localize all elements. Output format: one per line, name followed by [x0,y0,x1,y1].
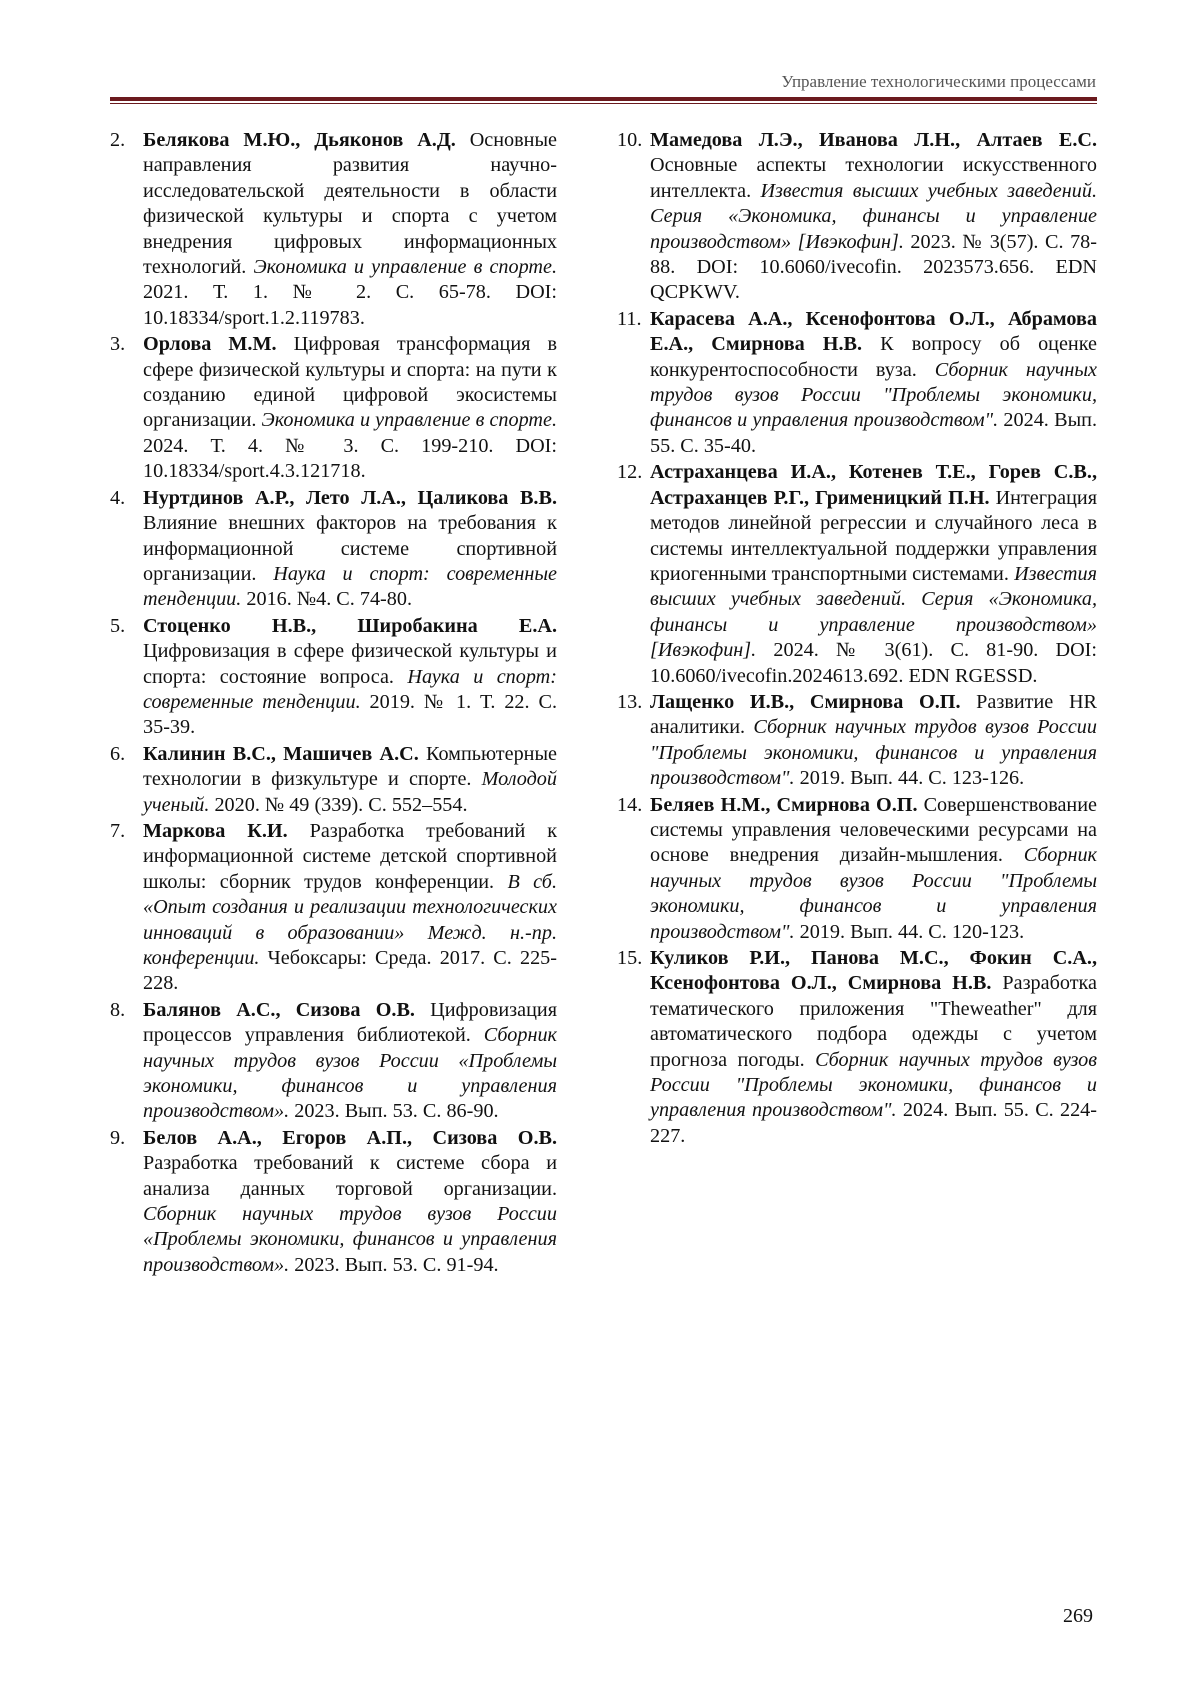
reference-details: 2023. Вып. 53. С. 86-90. [289,1100,499,1123]
reference-source: Сборник научных трудов вузов России «Проблемы экономики, финансов и управления производством». [143,1024,557,1123]
reference-number: 14. [617,793,643,816]
reference-source: Наука и спорт: современные тенденции. [143,562,557,611]
reference-title: Основные аспекты технологии искусственного интеллекта. [650,154,1097,202]
reference-authors: Мамедова Л.Э., Иванова Л.Н., Алтаев Е.С. [650,129,1097,151]
reference-details: 2024. Т. 4. № 3. С. 199-210. DOI: 10.18334/sport.4.3.121718. [143,434,557,483]
reference-text [143,998,557,1125]
reference-text [650,793,1097,945]
reference-details: 2016. №4. С. 74-80. [241,588,412,611]
reference-source: Сборник научных трудов вузов России "Проблемы экономики, финансов и управления производством". [650,844,1097,943]
reference-title: Компьютерные технологии в физкультуре и спорте. [143,742,557,791]
reference-text [650,690,1097,792]
reference-item [617,690,1097,792]
reference-title: Разработка требований к системе сбора и анализа данных торговой организации. [143,1152,557,1200]
reference-details: 2024. Вып. 55. С. 224-227. [650,1099,1097,1147]
reference-item [617,793,1097,945]
reference-details: 2023. Вып. 53. С. 91-94. [289,1253,499,1276]
reference-source: Сборник научных трудов вузов России «Проблемы экономики, финансов и управления производством». [143,1203,557,1276]
reference-authors: Белякова М.Ю., Дьяконов А.Д. [143,129,456,151]
reference-item [617,460,1097,689]
reference-number: 6. [110,742,126,765]
reference-item [110,332,557,484]
reference-item [110,742,557,818]
reference-authors: Балянов А.С., Сизова О.В. [143,998,415,1021]
reference-details: 2023. № 3(57). С. 78-88. DOI: 10.6060/ivecofin. 2023573.656. EDN QCPKWV. [650,230,1097,304]
reference-number: 15. [617,947,643,969]
reference-details: 2019. № 1. Т. 22. С. 35-39. [143,690,557,739]
reference-item [617,307,1097,459]
reference-source: Экономика и управление в спорте. [253,256,558,279]
reference-number: 2. [110,129,126,151]
reference-item [110,819,557,997]
reference-text [650,128,1097,306]
header-rule-thin [110,103,1097,104]
reference-text [143,1126,557,1278]
reference-source: Сборник научных трудов вузов России "Проблемы экономики, финансов и управления производством". [650,716,1097,790]
reference-source: Экономика и управление в спорте. [261,409,557,432]
reference-authors: Стоценко Н.В., Широбакина Е.А. [143,614,557,637]
reference-source: В сб. «Опыт создания и реализации технологических инноваций в образовании» Межд. н.-пр. конференции. [143,870,557,969]
reference-number: 12. [617,461,643,484]
reference-details: Чебоксары: Среда. 2017. С. 225-228. [143,947,557,995]
reference-number: 13. [617,690,643,713]
reference-number: 3. [110,333,126,356]
reference-number: 10. [617,129,643,151]
reference-item [110,614,557,741]
reference-item [110,486,557,613]
reference-number: 8. [110,998,126,1021]
reference-item [110,998,557,1125]
reference-details: 2024. № 3(61). С. 81-90. DOI: 10.6060/ivecofin.2024613.692. EDN RGESSD. [650,639,1097,687]
reference-text [143,486,557,613]
reference-title: Развитие HR аналитики. [650,690,1097,739]
reference-source: Сборник научных трудов вузов России "Проблемы экономики, финансов и управления производством". [650,1048,1098,1122]
reference-title: Основные направления развития научно-исследовательской деятельности в области физической культуры и спорта с учетом внедрения цифровых информационных технологий. [143,129,558,279]
reference-text [143,332,557,484]
reference-source: Известия высших учебных заведений. Серия «Экономика, финансы и управление производством» [Ивэкофин]. [650,179,1097,253]
reference-title: К вопросу об оценке конкурентоспособности вуза. [650,333,1097,381]
reference-title: Интеграция методов линейной регрессии и случайного леса в системы интеллектуальной поддержки управления криогенными транспортными системами. [650,486,1097,585]
reference-text [650,307,1097,459]
reference-authors: Беляев Н.М., Смирнова О.П. [650,793,918,816]
reference-details: 2024. Вып. 55. С. 35-40. [650,409,1097,457]
reference-details: 2020. № 49 (339). С. 552–554. [209,793,468,816]
reference-authors: Астраханцева И.А., Котенев Т.Е., Горев С.В., Астраханцев Р.Г., Грименицкий П.Н. [650,461,1097,509]
reference-text [650,460,1097,689]
reference-source: Сборник научных трудов вузов России "Проблемы экономики, финансов и управления производством". [650,358,1097,432]
reference-details: 2019. Вып. 44. С. 123-126. [794,767,1025,790]
running-header: Управление технологическими процессами [781,72,1096,91]
reference-authors: Белов А.А., Егоров А.П., Сизова О.В. [143,1126,557,1149]
reference-number: 4. [110,486,126,509]
reference-title: Влияние внешних факторов на требования к информационной системе спортивной организации. [143,512,557,585]
reference-item [617,946,1097,1149]
reference-source: Известия высших учебных заведений. Серия «Экономика, финансы и управление производством» [Ивэкофин]. [650,562,1097,662]
page-number: 269 [1063,1605,1093,1627]
reference-text [143,128,557,331]
reference-number: 7. [110,819,126,842]
reference-authors: Лащенко И.В., Смирнова О.П. [650,690,961,713]
reference-number: 5. [110,614,126,637]
reference-source: Молодой ученый. [143,768,557,816]
reference-authors: Карасева А.А., Ксенофонтова О.Л., Абрамова Е.А., Смирнова Н.В. [650,307,1097,356]
reference-authors: Куликов Р.И., Панова М.С., Фокин С.А., Ксенофонтова О.Л., Смирнова Н.В. [650,947,1097,995]
reference-authors: Калинин В.С., Машичев А.С. [143,742,419,765]
reference-authors: Маркова К.И. [143,819,288,842]
reference-text [650,946,1097,1149]
reference-title: Цифровизация в сфере физической культуры и спорта: состояние вопроса. [143,640,557,688]
reference-title: Разработка тематического приложения "Theweather" для автоматического подбора одежды с учетом прогноза погоды. [650,972,1097,1071]
reference-details: 2019. Вып. 44. С. 120-123. [794,920,1025,943]
reference-details: 2021. Т. 1. № 2. С. 65-78. DOI: 10.18334/sport.1.2.119783. [143,281,557,329]
reference-title: Совершенствование системы управления человеческими ресурсами на основе внедрения дизайн-мышления. [650,793,1097,867]
references-right-column [617,128,1097,1150]
reference-title: Цифровая трансформация в сфере физической культуры и спорта: на пути к созданию единой цифровой экосистемы организации. [143,333,558,432]
reference-source: Наука и спорт: современные тенденции. [143,665,557,713]
reference-number: 11. [617,307,642,330]
reference-title: Цифровизация процессов управления библиотекой. [143,998,557,1047]
reference-authors: Орлова М.М. [143,333,277,356]
reference-text [143,614,557,741]
reference-item [110,1126,557,1278]
reference-number: 9. [110,1126,126,1149]
reference-text [143,819,557,997]
header-rule-thick [110,97,1097,101]
reference-item [110,128,557,331]
reference-text [143,742,557,818]
reference-item [617,128,1097,306]
references-left-column [110,128,557,1279]
reference-title: Разработка требований к информационной системе детской спортивной школы: сборник трудов конференции. [143,819,557,893]
reference-authors: Нуртдинов А.Р., Лето Л.А., Цаликова В.В. [143,486,557,509]
